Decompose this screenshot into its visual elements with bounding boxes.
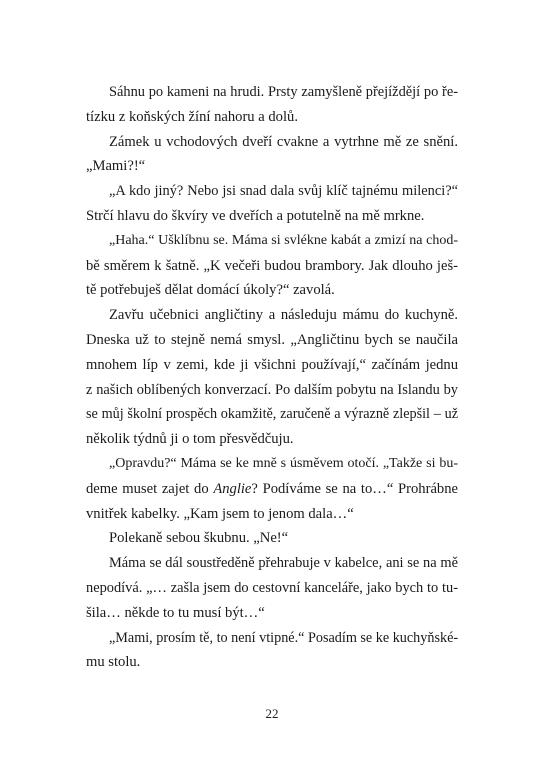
text-line: několik týdnů ji o tom přesvědčuju.: [86, 431, 294, 448]
text-line: Polekaně sebou škubnu. „Ne!“: [109, 530, 289, 547]
text-line: mu stolu.: [86, 654, 141, 671]
text-line: šila… někde to tu musí být…“: [86, 604, 265, 621]
text-line: „Mami?!“: [86, 158, 146, 175]
italic-word: Anglie: [213, 480, 252, 497]
text-line: tízku z koňských žíní nahoru a dolů.: [86, 108, 298, 125]
text-line: [86, 477, 458, 502]
text-line: mnohem líp v zemi, kde ji všichni používají,“ začínám jednu: [86, 356, 458, 373]
text-line: Dneska už to stejně nemá smysl. „Angličtinu bych se naučila: [86, 331, 458, 348]
text-line: Máma se dál soustředěně přehrabuje v kabelce, ani se na mě: [109, 555, 458, 572]
body-text: [86, 80, 458, 675]
text-line: Strčí hlavu do škvíry ve dveřích a potutelně na mě mrkne.: [86, 207, 425, 224]
text-line: „Opravdu?“ Máma se ke mně s úsměvem otočí. „Takže si bu-: [109, 455, 458, 471]
text-line: tě potřebuješ dělat domácí úkoly?“ zavolá.: [86, 282, 335, 299]
text-line: se můj školní prospěch okamžitě, zaručeně a výrazně zlepšil – už: [86, 406, 458, 423]
text-line: „A kdo jiný? Nebo jsi snad dala svůj klíč tajnému milenci?“: [109, 183, 458, 200]
text-line: nepodívá. „… zašla jsem do cestovní kanceláře, jako bych to tu-: [86, 579, 458, 596]
text-line: „Haha.“ Ušklíbnu se. Máma si svlékne kabát a zmizí na chod-: [109, 232, 458, 248]
page-number: 22: [265, 706, 279, 721]
text-line: z našich oblíbených konverzací. Po dalším pobytu na Islandu by: [86, 381, 458, 398]
text-segment: ? Podíváme se na to…“ Prohrábne: [251, 480, 458, 497]
text-line: vnitřek kabelky. „Kam jsem to jenom dala…“: [86, 505, 354, 522]
text-line: Zámek u vchodových dveří cvakne a vytrhne mě ze snění.: [109, 133, 458, 150]
text-line: bě směrem k šatně. „K večeři budou brambory. Jak dlouho ješ-: [86, 257, 458, 274]
text-segment: deme muset zajet do: [86, 480, 214, 497]
text-line: Zavřu učebnici angličtiny a následuju mámu do kuchyně.: [109, 307, 458, 324]
text-line: „Mami, prosím tě, to není vtipné.“ Posadím se ke kuchyňské-: [109, 629, 459, 646]
text-line: Sáhnu po kameni na hrudi. Prsty zamyšleně přejíždějí po ře-: [109, 84, 458, 100]
